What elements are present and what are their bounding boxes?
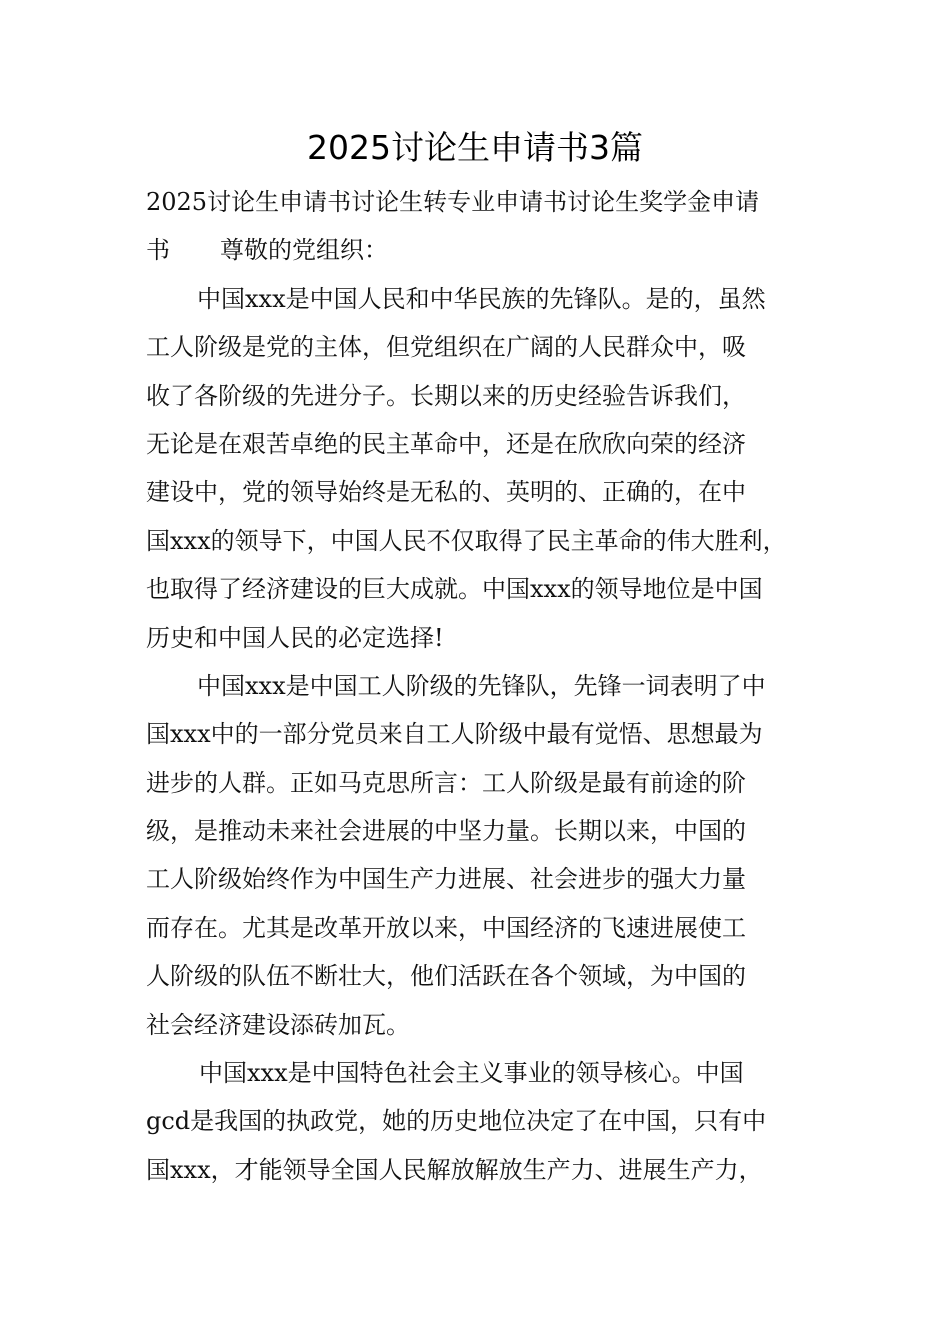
paragraph-line: 工人阶级始终作为中国生产力进展、社会进步的强大力量 xyxy=(146,865,746,894)
header-line-fragment: 书 xyxy=(146,236,170,265)
paragraph-line: 历史和中国人民的必定选择! xyxy=(146,623,444,652)
paragraph-line: 而存在。尤其是改革开放以来，中国经济的飞速进展使工 xyxy=(146,913,746,942)
paragraph-line: 级，是推动未来社会进展的中坚力量。长期以来，中国的 xyxy=(146,817,746,846)
paragraph-line: 中国xxx是中国工人阶级的先锋队，先锋一词表明了中 xyxy=(197,671,766,700)
paragraph-line: 工人阶级是党的主体，但党组织在广阔的人民群众中，吸 xyxy=(146,333,746,362)
paragraph-line: 社会经济建设添砖加瓦。 xyxy=(146,1010,410,1039)
salutation: 尊敬的党组织： xyxy=(220,236,388,265)
paragraph-line: gcd是我国的执政党，她的历史地位决定了在中国，只有中 xyxy=(146,1107,767,1136)
paragraph-line: 进步的人群。正如马克思所言：工人阶级是最有前途的阶 xyxy=(146,768,746,797)
paragraph-line: 国xxx的领导下，中国人民不仅取得了民主革命的伟大胜利， xyxy=(146,526,787,555)
document-title: 2025讨论生申请书3篇 xyxy=(307,128,643,167)
paragraph-line: 人阶级的队伍不断壮大，他们活跃在各个领域，为中国的 xyxy=(146,962,746,991)
paragraph-line: 国xxx中的一部分党员来自工人阶级中最有觉悟、思想最为 xyxy=(146,720,763,749)
paragraph-line: 建设中，党的领导始终是无私的、英明的、正确的，在中 xyxy=(146,478,746,507)
paragraph-line: 无论是在艰苦卓绝的民主革命中，还是在欣欣向荣的经济 xyxy=(146,429,746,458)
paragraph-line: 中国xxx是中国特色社会主义事业的领导核心。中国 xyxy=(199,1059,744,1088)
paragraph-line: 中国xxx是中国人民和中华民族的先锋队。是的，虽然 xyxy=(197,284,766,313)
header-line: 2025讨论生申请书讨论生转专业申请书讨论生奖学金申请 xyxy=(146,188,760,216)
document-body xyxy=(146,178,811,1194)
header-line xyxy=(146,226,811,274)
paragraph-line: 国xxx，才能领导全国人民解放解放生产力、进展生产力， xyxy=(146,1155,763,1184)
paragraph-line: 收了各阶级的先进分子。长期以来的历史经验告诉我们， xyxy=(146,381,746,410)
paragraph-line: 也取得了经济建设的巨大成就。中国xxx的领导地位是中国 xyxy=(146,575,763,604)
